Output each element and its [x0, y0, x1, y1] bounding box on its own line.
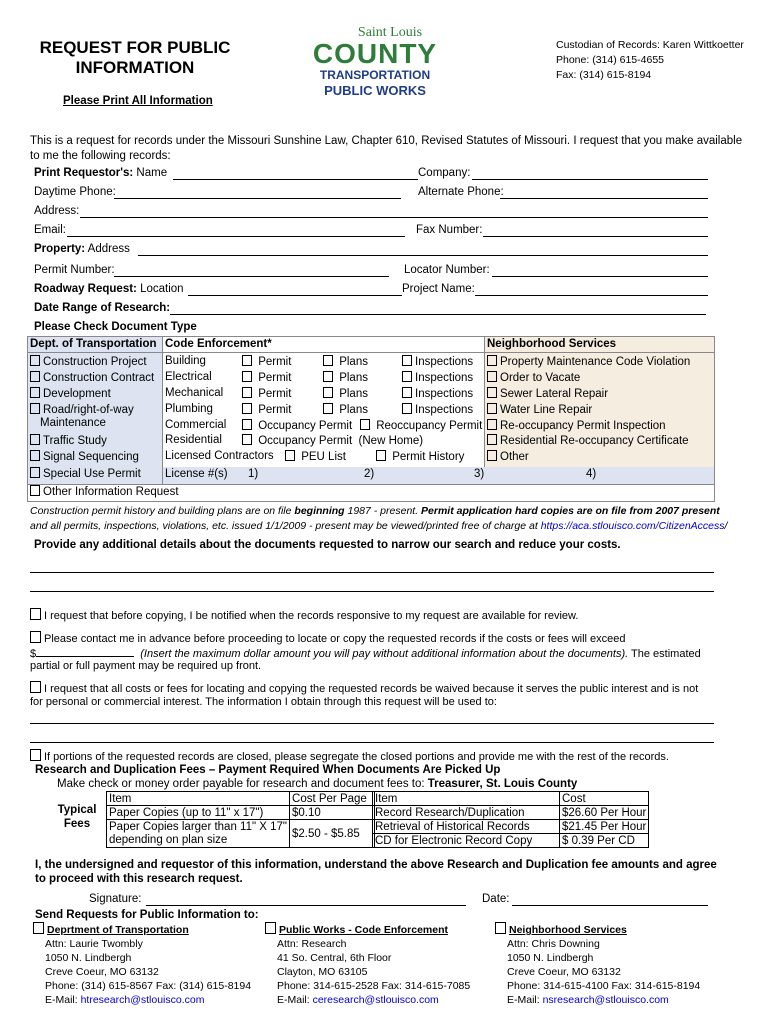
code-electrical: Electrical: [165, 371, 212, 383]
option-label: Other: [500, 451, 529, 463]
option-label: Permit History: [392, 451, 465, 463]
option-text: I request that all costs or fees for locating and copying the requested records be waived because it serves the public interest and is not: [44, 683, 699, 695]
checkbox-icon[interactable]: [402, 355, 412, 366]
typical-label: Typical: [57, 804, 97, 816]
checkbox-icon[interactable]: [323, 355, 333, 366]
property-label: Property:: [34, 243, 86, 255]
locator-number-label: Locator Number:: [404, 264, 490, 276]
electrical-inspections[interactable]: [402, 371, 473, 384]
license-1[interactable]: 1): [248, 468, 259, 480]
license-row-bg: [162, 467, 714, 484]
checkbox-icon[interactable]: [242, 403, 252, 414]
option-label: Plans: [339, 356, 368, 368]
contact-option[interactable]: [30, 631, 626, 645]
typical-fees-label: [56, 803, 98, 831]
checkbox-icon[interactable]: [323, 371, 333, 382]
alternate-phone-field[interactable]: [500, 187, 708, 199]
ns-sewer-lateral[interactable]: [487, 387, 608, 400]
history-text: /: [724, 520, 728, 532]
office-neighborhood: [495, 922, 700, 1007]
office-name: [265, 922, 470, 937]
option-label: Other Information Request: [43, 486, 179, 498]
mechanical-plans[interactable]: [323, 387, 368, 400]
title-line-1: REQUEST FOR PUBLIC: [39, 38, 231, 57]
code-residential: Residential: [165, 434, 222, 446]
option-label: Sewer Lateral Repair: [500, 388, 609, 400]
email-label: E-Mail:: [507, 994, 543, 1006]
checkbox-icon[interactable]: [30, 681, 41, 693]
code-building: Building: [165, 355, 206, 367]
option-label: Property Maintenance Code Violation: [500, 356, 691, 368]
contact-option-line-3: partial or full payment may be required up front.: [30, 660, 262, 672]
requestor-label: Print Requestor's:: [34, 167, 134, 179]
option-label: PEU List: [301, 451, 346, 463]
other-information-request[interactable]: [30, 485, 179, 498]
daytime-phone-field[interactable]: [114, 187, 401, 199]
address-label: Address:: [34, 205, 80, 217]
table-row: [107, 820, 375, 848]
checkbox-icon[interactable]: [402, 371, 412, 382]
office-phone: Phone: 314-615-2528 Fax: 314-615-7085: [277, 980, 471, 992]
logo-line-4: PUBLIC WORKS: [324, 83, 426, 98]
roadway-request-label: Roadway Request:: [34, 283, 137, 295]
custodian-name: Custodian of Records: Karen Wittkoetter: [556, 39, 744, 51]
checkbox-icon[interactable]: [285, 450, 295, 461]
checkbox-icon[interactable]: [242, 371, 252, 382]
license-4[interactable]: 4): [586, 468, 597, 480]
divider: [28, 352, 714, 353]
check-doc-type-label: Please Check Document Type: [34, 321, 197, 333]
dept-road-right-of-way[interactable]: [30, 403, 134, 416]
intro-line-2: to me the following records:: [30, 150, 171, 162]
peu-list[interactable]: [285, 450, 346, 463]
contact-option-line-2: [30, 646, 701, 660]
office-address-2: Clayton, MO 63105: [277, 966, 368, 978]
fee-header-item: Item: [373, 792, 560, 806]
project-name-label: Project Name:: [402, 283, 475, 295]
checkbox-icon[interactable]: [30, 608, 41, 620]
treasurer-name: Treasurer, St. Louis County: [427, 778, 578, 790]
waive-option-line-2: for personal or commercial interest. The information I obtain through this request will be used to:: [30, 696, 497, 708]
office-phone: Phone: (314) 615-8567 Fax: (314) 615-8194: [45, 980, 252, 992]
ns-reoccupancy-certificate[interactable]: [487, 434, 689, 447]
history-bold: beginning: [294, 505, 345, 517]
plumbing-permit[interactable]: [242, 403, 291, 416]
code-mechanical: Mechanical: [165, 387, 224, 399]
electrical-plans[interactable]: [323, 371, 368, 384]
checkbox-icon[interactable]: [242, 355, 252, 366]
logo-line-1: Saint Louis: [357, 25, 423, 40]
office-email: [33, 993, 251, 1007]
details-prompt: Provide any additional details about the documents requested to narrow our search and reduce your costs.: [34, 539, 621, 551]
table-row: [373, 806, 649, 820]
commercial-occupancy-permit[interactable]: [242, 419, 352, 432]
checkbox-icon[interactable]: [487, 355, 497, 366]
option-label: Permit: [258, 404, 292, 416]
history-bold: Permit application hard copies are on file from 2007 present: [421, 505, 720, 517]
plumbing-inspections[interactable]: [402, 403, 473, 416]
date-range-label: Date Range of Research:: [34, 302, 171, 314]
fee-item-text: depending on plan size: [109, 833, 228, 846]
option-label: Re-occupancy Permit Inspection: [500, 420, 666, 432]
check-payable-note: [57, 778, 577, 790]
waive-option[interactable]: [30, 681, 698, 695]
checkbox-icon[interactable]: [487, 450, 497, 461]
name-label: Name: [133, 167, 168, 179]
email-label: Email:: [34, 224, 66, 236]
fee-table: [106, 791, 375, 848]
option-label: Water Line Repair: [500, 404, 593, 416]
electrical-permit[interactable]: [242, 371, 291, 384]
office-public-works: [265, 922, 470, 1007]
option-label: Construction Project: [43, 356, 147, 368]
checkbox-icon[interactable]: [30, 387, 40, 398]
checkbox-icon[interactable]: [30, 371, 40, 382]
checkbox-icon[interactable]: [323, 387, 333, 398]
email-field[interactable]: [67, 225, 405, 237]
option-text: (Insert the maximum dollar amount you will pay without additional information about the documents).: [140, 648, 629, 660]
license-label: License #(s): [165, 468, 228, 480]
table-row: [107, 806, 375, 820]
date-label: Date:: [482, 893, 510, 905]
fax-number-label: Fax Number:: [416, 224, 483, 236]
checkbox-icon[interactable]: [376, 450, 386, 461]
fees-heading: Research and Duplication Fees – Payment Required When Documents Are Picked Up: [35, 764, 501, 776]
license-3[interactable]: 3): [474, 468, 485, 480]
office-address-2: Creve Coeur, MO 63132: [507, 966, 621, 978]
option-label: Inspections: [415, 404, 474, 416]
office-address-1: 1050 N. Lindbergh: [45, 952, 132, 964]
email-label: E-Mail:: [277, 994, 313, 1006]
checkbox-icon[interactable]: [242, 387, 252, 398]
fee-cost-cd: $ 0.39 Per CD: [560, 834, 649, 848]
neighborhood-services-header: Neighborhood Services: [487, 338, 617, 350]
checkbox-icon[interactable]: [242, 419, 252, 430]
mechanical-inspections[interactable]: [402, 387, 473, 400]
checkbox-icon[interactable]: [30, 749, 41, 761]
form-title: [20, 38, 250, 78]
checkbox-icon[interactable]: [323, 403, 333, 414]
office-email: [495, 993, 700, 1007]
company-label: Company:: [418, 167, 471, 179]
ns-reoccupancy-inspection[interactable]: [487, 419, 666, 432]
commercial-reoccupancy-permit[interactable]: [360, 419, 482, 432]
dept-transportation-header: Dept. of Transportation: [30, 338, 157, 350]
code-enforcement-header: Code Enforcement*: [165, 338, 272, 350]
building-inspections[interactable]: [402, 355, 473, 368]
mechanical-permit[interactable]: [242, 387, 291, 400]
checkbox-icon[interactable]: [402, 387, 412, 398]
fee-header-item: Item: [107, 792, 290, 806]
dept-construction-project[interactable]: [30, 355, 147, 368]
divider: [484, 337, 485, 467]
option-label: Development: [43, 388, 111, 400]
table-row: [107, 792, 375, 806]
option-label: Plans: [339, 388, 368, 400]
location-label: Location: [136, 283, 184, 295]
property-address-label: [34, 243, 130, 255]
office-attn: Attn: Chris Downing: [507, 938, 600, 950]
locator-number-field[interactable]: [492, 265, 708, 277]
residential-occupancy-permit[interactable]: [242, 434, 423, 447]
option-text: If portions of the requested records are closed, please segregate the closed portions and provide me with the rest of the records.: [44, 751, 669, 763]
fax-number-field[interactable]: [483, 225, 708, 237]
signature-field[interactable]: [146, 894, 466, 906]
checkbox-icon[interactable]: [265, 922, 276, 934]
fees-label: Fees: [63, 818, 91, 830]
dept-signal-sequencing[interactable]: [30, 450, 139, 463]
code-licensed-contractors: Licensed Contractors: [165, 450, 274, 462]
history-text: 1987 - present.: [344, 505, 422, 517]
citizen-access-link[interactable]: https://aca.stlouisco.com/CitizenAccess: [540, 520, 725, 532]
fee-item-paper-1: Paper Copies (up to 11" x 17"): [107, 806, 290, 820]
email-label: E-Mail:: [45, 994, 81, 1006]
name-field[interactable]: [173, 168, 418, 180]
fee-cost-paper-2: $2.50 - $5.85: [290, 820, 375, 848]
location-field[interactable]: [188, 284, 402, 296]
office-address-1: 1050 N. Lindbergh: [507, 952, 594, 964]
signature-label: Signature:: [89, 893, 142, 905]
permit-number-field[interactable]: [114, 265, 389, 277]
option-label: Inspections: [415, 388, 474, 400]
email-link[interactable]: ceresearch@stlouisco.com: [312, 994, 439, 1006]
details-line-2[interactable]: [30, 580, 714, 592]
fee-cost-retrieval: $21.45 Per Hour: [560, 820, 649, 834]
option-label: Road/right-of-way: [43, 404, 134, 416]
option-label: Inspections: [415, 372, 474, 384]
history-note-line-2: [30, 520, 727, 532]
print-note: Please Print All Information: [63, 95, 213, 107]
option-text: Please contact me in advance before proceeding to locate or copy the requested records if the costs or fees will exceed: [44, 633, 626, 645]
email-link[interactable]: nsresearch@stlouisco.com: [542, 994, 669, 1006]
code-commercial: Commercial: [165, 419, 227, 431]
custodian-fax: Fax: (314) 615-8194: [556, 69, 652, 81]
code-plumbing: Plumbing: [165, 403, 213, 415]
checkbox-icon[interactable]: [487, 403, 497, 414]
permit-history[interactable]: [376, 450, 464, 463]
option-text: The estimated: [628, 648, 701, 660]
history-text: and all permits, inspections, violations, etc. issued 1/1/2009 - present may be viewed/printed free of charge at: [30, 520, 541, 532]
dollar-sign: $: [30, 648, 37, 660]
checkbox-icon[interactable]: [487, 387, 497, 398]
property-address-field[interactable]: [138, 244, 708, 256]
checkbox-icon[interactable]: [30, 631, 41, 643]
waive-purpose-line-2[interactable]: [30, 731, 714, 743]
checkbox-icon[interactable]: [30, 434, 40, 445]
fee-item-research: Record Research/Duplication: [373, 806, 560, 820]
fee-item-paper-2: [107, 820, 290, 848]
office-attn: Attn: Laurie Twombly: [45, 938, 143, 950]
ns-order-to-vacate[interactable]: [487, 371, 580, 384]
daytime-phone-label: Daytime Phone:: [34, 186, 116, 198]
option-label: Occupancy Permit: [258, 435, 353, 447]
date-range-field[interactable]: [170, 303, 706, 315]
notify-option[interactable]: [30, 608, 578, 622]
fee-cost-research: $26.60 Per Hour: [560, 806, 649, 820]
custodian-info: [556, 38, 744, 83]
waive-purpose-line-1[interactable]: [30, 712, 714, 724]
county-logo: [312, 26, 438, 108]
option-label: Permit: [258, 372, 292, 384]
checkbox-icon[interactable]: [360, 419, 370, 430]
checkbox-icon[interactable]: [487, 419, 497, 430]
office-name: [33, 922, 251, 937]
checkbox-icon[interactable]: [402, 403, 412, 414]
option-label: Plans: [339, 404, 368, 416]
table-row: [373, 834, 649, 848]
option-label: Traffic Study: [43, 435, 107, 447]
checkbox-icon[interactable]: [30, 403, 40, 414]
option-label: Order to Vacate: [500, 372, 581, 384]
office-email: [265, 993, 470, 1007]
details-line-1[interactable]: [30, 561, 714, 573]
option-label: Construction Contract: [43, 372, 155, 384]
dept-traffic-study[interactable]: [30, 434, 107, 447]
checkbox-icon[interactable]: [487, 371, 497, 382]
checkbox-icon[interactable]: [487, 434, 497, 445]
checkbox-icon[interactable]: [30, 485, 40, 496]
project-name-field[interactable]: [475, 284, 708, 296]
ns-other[interactable]: [487, 450, 529, 463]
fee-cost-paper-1: $0.10: [290, 806, 375, 820]
dept-maintenance: Maintenance: [40, 417, 106, 429]
license-2[interactable]: 2): [364, 468, 375, 480]
office-title: Deprtment of Transportation: [47, 924, 189, 936]
requestor-name-label: [34, 167, 167, 179]
ns-property-maintenance[interactable]: [487, 355, 690, 368]
option-label: Occupancy Permit: [258, 420, 353, 432]
checkbox-icon[interactable]: [30, 450, 40, 461]
office-address-1: 41 So. Central, 6th Floor: [277, 952, 392, 964]
permit-number-label: Permit Number:: [34, 264, 115, 276]
fee-table-right: [372, 791, 649, 848]
history-text: Construction permit history and building plans are on file: [30, 505, 295, 517]
option-label: Residential Re-occupancy Certificate: [500, 435, 689, 447]
plumbing-plans[interactable]: [323, 403, 368, 416]
office-phone: Phone: 314-615-4100 Fax: 314-615-8194: [507, 980, 701, 992]
fee-item-text: Paper Copies larger than 11" X 17": [109, 820, 288, 833]
option-label: Inspections: [415, 356, 474, 368]
building-plans[interactable]: [323, 355, 368, 368]
building-permit[interactable]: [242, 355, 291, 368]
intro-line-1: This is a request for records under the Missouri Sunshine Law, Chapter 610, Revised Statutes of Missouri. I request that you make available: [30, 135, 743, 147]
option-label: Permit: [258, 388, 292, 400]
roadway-location-label: [34, 283, 184, 295]
alternate-phone-label: Alternate Phone:: [418, 186, 504, 198]
office-attn: Attn: Research: [277, 938, 347, 950]
fee-header-cost-per-page: Cost Per Page: [290, 792, 375, 806]
checkbox-icon[interactable]: [242, 434, 252, 445]
office-title: Public Works - Code Enforcement: [279, 924, 448, 936]
email-link[interactable]: htresearch@stlouisco.com: [80, 994, 205, 1006]
date-field[interactable]: [512, 894, 708, 906]
fee-item-retrieval: Retrieval of Historical Records: [373, 820, 560, 834]
new-home-note: (New Home): [358, 435, 424, 447]
office-address-2: Creve Coeur, MO 63132: [45, 966, 159, 978]
segregate-option[interactable]: [30, 749, 669, 763]
document-type-table: [27, 336, 715, 502]
agreement-line-2: to proceed with this research request.: [35, 873, 243, 885]
checkbox-icon[interactable]: [33, 922, 44, 934]
dept-development[interactable]: [30, 387, 111, 400]
checkbox-icon[interactable]: [495, 922, 506, 934]
office-transportation: [33, 922, 251, 1007]
office-title: Neighborhood Services: [509, 924, 627, 936]
title-line-2: INFORMATION: [75, 58, 195, 77]
custodian-phone: Phone: (314) 615-4655: [556, 54, 664, 66]
option-label: Special Use Permit: [43, 468, 141, 480]
property-address-text: Address: [85, 243, 130, 255]
send-heading: Send Requests for Public Information to:: [35, 909, 259, 921]
max-dollar-field[interactable]: [36, 646, 134, 657]
company-field[interactable]: [472, 168, 708, 180]
history-note-line-1: [30, 505, 720, 517]
table-row: [373, 792, 649, 806]
table-row: [373, 820, 649, 834]
dept-special-use-permit[interactable]: [30, 467, 141, 480]
divider: [162, 337, 163, 484]
office-name: [495, 922, 700, 937]
option-label: Permit: [258, 356, 292, 368]
check-text: Make check or money order payable for research and document fees to:: [57, 778, 428, 790]
logo-line-3: TRANSPORTATION: [319, 68, 431, 82]
dept-construction-contract[interactable]: [30, 371, 154, 384]
option-text: I request that before copying, I be notified when the records responsive to my request are available for review.: [44, 610, 579, 622]
checkbox-icon[interactable]: [30, 355, 40, 366]
agreement-line-1: I, the undersigned and requestor of this information, understand the above Research and Duplication fee amounts and agree: [35, 859, 717, 871]
option-label: Reoccupancy Permit: [376, 420, 483, 432]
option-label: Plans: [339, 372, 368, 384]
address-field[interactable]: [80, 206, 708, 218]
checkbox-icon[interactable]: [30, 467, 40, 478]
fee-header-cost: Cost: [560, 792, 649, 806]
logo-line-2: COUNTY: [312, 38, 438, 69]
option-label: Signal Sequencing: [43, 451, 139, 463]
ns-water-line[interactable]: [487, 403, 592, 416]
fee-item-cd: CD for Electronic Record Copy: [373, 834, 560, 848]
